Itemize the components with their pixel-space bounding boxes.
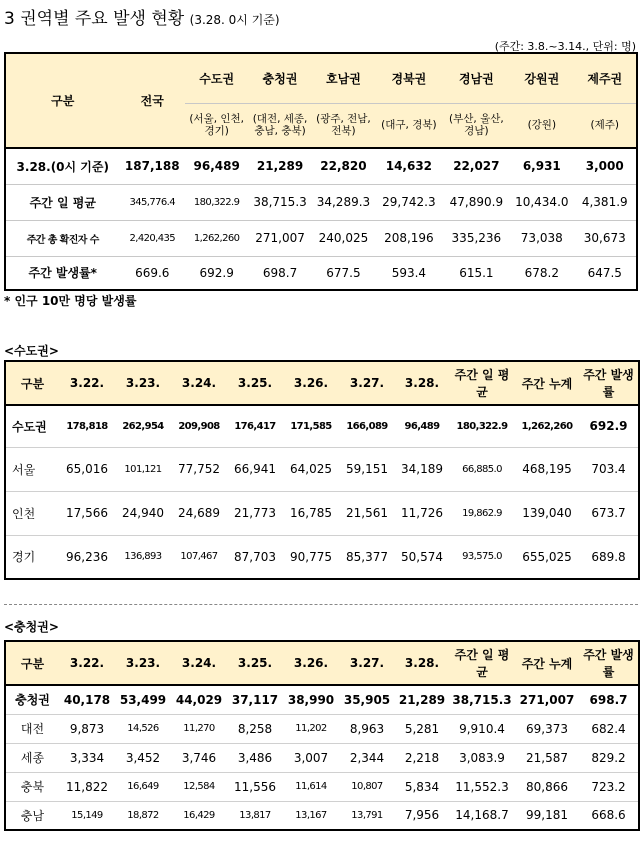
row-label: 세종	[5, 743, 59, 772]
column-header: 3.23.	[115, 641, 171, 685]
cell: 2,218	[395, 743, 449, 772]
cell: 13,167	[283, 801, 339, 830]
cell: 40,178	[59, 685, 115, 714]
region-name: 경북권	[375, 53, 442, 103]
cell: 37,117	[227, 685, 283, 714]
cell: 35,905	[339, 685, 395, 714]
cell: 3,334	[59, 743, 115, 772]
cell: 107,467	[171, 535, 227, 579]
cell: 176,417	[227, 405, 283, 447]
table-row	[5, 220, 637, 256]
table1-header-names	[5, 53, 637, 103]
cell: 139,040	[515, 491, 579, 535]
cell: 14,632	[375, 148, 442, 184]
cell: 345,776.4	[120, 184, 185, 220]
cell: 38,715.3	[449, 685, 515, 714]
cell: 21,289	[248, 148, 311, 184]
cell: 698.7	[262, 265, 298, 280]
column-header: 3.27.	[339, 361, 395, 405]
cell: 180,322.9	[185, 184, 248, 220]
section-label-chungcheong: <충청권>	[4, 620, 59, 634]
cell: 21,561	[339, 491, 395, 535]
cell: 99,181	[515, 801, 579, 830]
cell: 271,007	[248, 220, 311, 256]
cell: 11,614	[283, 772, 339, 801]
region-name: 충청권	[248, 53, 311, 103]
column-header: 3.23.	[115, 361, 171, 405]
cell: 101,121	[115, 447, 171, 491]
cell: 34,189	[395, 447, 449, 491]
cell: 677.5	[326, 265, 361, 280]
table-row	[5, 714, 639, 743]
cell: 96,236	[59, 535, 115, 579]
column-header: 구분	[5, 361, 59, 405]
cell: 240,025	[312, 220, 375, 256]
table-row	[5, 256, 637, 290]
region-name: 수도권	[185, 53, 248, 103]
chungcheong-region-table	[4, 640, 640, 831]
cell: 87,703	[227, 535, 283, 579]
row-label: 주간 일 평균	[5, 184, 120, 220]
cell: 593.4	[391, 265, 427, 280]
column-header: 3.22.	[59, 641, 115, 685]
cell: 1,262,260	[185, 220, 248, 256]
column-header: 3.28.	[395, 641, 449, 685]
cell: 468,195	[515, 447, 579, 491]
column-header: 주간 일 평균	[449, 641, 515, 685]
section-label-capital: <수도권>	[4, 344, 59, 358]
table-row	[5, 685, 639, 714]
cell: 2,344	[339, 743, 395, 772]
cell: 723.2	[579, 772, 639, 801]
cell: 16,649	[115, 772, 171, 801]
cell: 96,489	[185, 148, 248, 184]
cell: 698.7	[579, 685, 639, 714]
cell: 38,990	[283, 685, 339, 714]
cell: 647.5	[587, 265, 622, 280]
cell: 3,007	[283, 743, 339, 772]
cell: 3,000	[574, 148, 638, 184]
row-label: 충남	[5, 801, 59, 830]
row-label: 경기	[5, 535, 59, 579]
cell: 13,791	[339, 801, 395, 830]
cell: 2,420,435	[120, 220, 185, 256]
cell: 8,258	[227, 714, 283, 743]
row-label: 충청권	[5, 685, 59, 714]
cell: 59,151	[339, 447, 395, 491]
region-name: 제주권	[574, 53, 638, 103]
table-row	[5, 743, 639, 772]
cell: 3,486	[227, 743, 283, 772]
region-detail: (대전, 세종, 충남, 충북)	[248, 103, 311, 148]
region-detail: (강원)	[510, 103, 573, 148]
cell: 5,834	[395, 772, 449, 801]
cell: 14,526	[115, 714, 171, 743]
column-header: 3.25.	[227, 641, 283, 685]
table-header-row	[5, 641, 639, 685]
column-header: 주간 일 평균	[449, 361, 515, 405]
cell: 209,908	[171, 405, 227, 447]
cell: 93,575.0	[449, 535, 515, 579]
cell: 22,820	[312, 148, 375, 184]
column-header: 3.22.	[59, 361, 115, 405]
cell: 22,027	[443, 148, 510, 184]
cell: 50,574	[395, 535, 449, 579]
region-name: 강원권	[510, 53, 573, 103]
cell: 34,289.3	[312, 184, 375, 220]
cell: 7,956	[395, 801, 449, 830]
table-row	[5, 184, 637, 220]
table-row	[5, 148, 637, 184]
cell: 3,746	[171, 743, 227, 772]
column-header: 3.24.	[171, 641, 227, 685]
table-row	[5, 801, 639, 830]
cell: 171,585	[283, 405, 339, 447]
cell: 3,083.9	[449, 743, 515, 772]
cell: 10,434.0	[510, 184, 573, 220]
cell: 96,489	[395, 405, 449, 447]
cell: 15,149	[59, 801, 115, 830]
cell: 9,910.4	[449, 714, 515, 743]
cell: 18,872	[115, 801, 171, 830]
cell: 673.7	[579, 491, 639, 535]
cell: 187,188	[120, 148, 185, 184]
table1-national-header: 전국	[120, 53, 185, 148]
cell: 24,689	[171, 491, 227, 535]
column-header: 3.25.	[227, 361, 283, 405]
row-label: 인천	[5, 491, 59, 535]
table-row	[5, 772, 639, 801]
cell: 5,281	[395, 714, 449, 743]
region-detail: (대구, 경북)	[375, 103, 442, 148]
page-title	[4, 4, 280, 29]
cell: 19,862.9	[449, 491, 515, 535]
cell: 829.2	[579, 743, 639, 772]
cell: 669.6	[135, 265, 170, 280]
table-header-row	[5, 361, 639, 405]
cell: 11,270	[171, 714, 227, 743]
cell: 678.2	[524, 265, 559, 280]
cell: 692.9	[199, 265, 234, 280]
capital-region-table	[4, 360, 640, 580]
cell: 90,775	[283, 535, 339, 579]
cell: 11,552.3	[449, 772, 515, 801]
cell: 47,890.9	[443, 184, 510, 220]
cell: 30,673	[574, 220, 638, 256]
cell: 17,566	[59, 491, 115, 535]
cell: 16,785	[283, 491, 339, 535]
region-name: 경남권	[443, 53, 510, 103]
cell: 271,007	[515, 685, 579, 714]
cell: 80,866	[515, 772, 579, 801]
column-header: 3.28.	[395, 361, 449, 405]
cell: 8,963	[339, 714, 395, 743]
cell: 180,322.9	[449, 405, 515, 447]
cell: 12,584	[171, 772, 227, 801]
cell: 136,893	[115, 535, 171, 579]
cell: 21,587	[515, 743, 579, 772]
cell: 703.4	[579, 447, 639, 491]
cell: 14,168.7	[449, 801, 515, 830]
row-label: 대전	[5, 714, 59, 743]
cell: 13,817	[227, 801, 283, 830]
cell: 1,262,260	[515, 405, 579, 447]
cell: 615.1	[459, 265, 494, 280]
cell: 208,196	[375, 220, 442, 256]
cell: 178,818	[59, 405, 115, 447]
column-header: 3.24.	[171, 361, 227, 405]
cell: 77,752	[171, 447, 227, 491]
column-header: 주간 발생률	[579, 641, 639, 685]
cell: 69,373	[515, 714, 579, 743]
column-header: 주간 발생률	[579, 361, 639, 405]
cell: 11,202	[283, 714, 339, 743]
region-detail: (부산, 울산, 경남)	[443, 103, 510, 148]
cell: 689.8	[579, 535, 639, 579]
unit-note: (주간: 3.8.~3.14., 단위: 명)	[494, 40, 636, 53]
region-detail: (서울, 인천, 경기)	[185, 103, 248, 148]
cell: 16,429	[171, 801, 227, 830]
cell: 692.9	[579, 405, 639, 447]
table-row	[5, 447, 639, 491]
cell: 10,807	[339, 772, 395, 801]
cell: 655,025	[515, 535, 579, 579]
cell: 44,029	[171, 685, 227, 714]
cell: 11,822	[59, 772, 115, 801]
region-detail: (제주)	[574, 103, 638, 148]
cell: 11,726	[395, 491, 449, 535]
table-row	[5, 491, 639, 535]
row-label: 수도권	[5, 405, 59, 447]
column-header: 구분	[5, 641, 59, 685]
cell: 64,025	[283, 447, 339, 491]
row-label: 주간 발생률*	[28, 266, 97, 281]
cell: 9,873	[59, 714, 115, 743]
title-subtitle: (3.28. 0시 기준)	[189, 13, 280, 27]
cell: 73,038	[510, 220, 573, 256]
cell: 21,773	[227, 491, 283, 535]
cell: 262,954	[115, 405, 171, 447]
row-label: 서울	[5, 447, 59, 491]
column-header: 3.26.	[283, 361, 339, 405]
cell: 682.4	[579, 714, 639, 743]
cell: 166,089	[339, 405, 395, 447]
cell: 29,742.3	[375, 184, 442, 220]
cell: 11,556	[227, 772, 283, 801]
column-header: 3.26.	[283, 641, 339, 685]
cell: 3,452	[115, 743, 171, 772]
divider	[4, 604, 638, 605]
region-detail: (광주, 전남, 전북)	[312, 103, 375, 148]
regional-summary-table	[4, 52, 638, 291]
table-row	[5, 535, 639, 579]
row-label: 주간 총 확진자 수	[5, 220, 120, 256]
cell: 335,236	[443, 220, 510, 256]
cell: 21,289	[395, 685, 449, 714]
cell: 66,941	[227, 447, 283, 491]
cell: 65,016	[59, 447, 115, 491]
row-label: 3.28.(0시 기준)	[5, 148, 120, 184]
cell: 668.6	[579, 801, 639, 830]
footnote: * 인구 10만 명당 발생률	[4, 294, 137, 308]
cell: 6,931	[510, 148, 573, 184]
table1-corner: 구분	[5, 53, 120, 148]
cell: 38,715.3	[248, 184, 311, 220]
cell: 66,885.0	[449, 447, 515, 491]
cell: 24,940	[115, 491, 171, 535]
table-row	[5, 405, 639, 447]
region-name: 호남권	[312, 53, 375, 103]
cell: 53,499	[115, 685, 171, 714]
column-header: 3.27.	[339, 641, 395, 685]
title-main: 3 권역별 주요 발생 현황	[4, 9, 185, 29]
column-header: 주간 누계	[515, 361, 579, 405]
cell: 4,381.9	[574, 184, 638, 220]
row-label: 충북	[5, 772, 59, 801]
column-header: 주간 누계	[515, 641, 579, 685]
cell: 85,377	[339, 535, 395, 579]
